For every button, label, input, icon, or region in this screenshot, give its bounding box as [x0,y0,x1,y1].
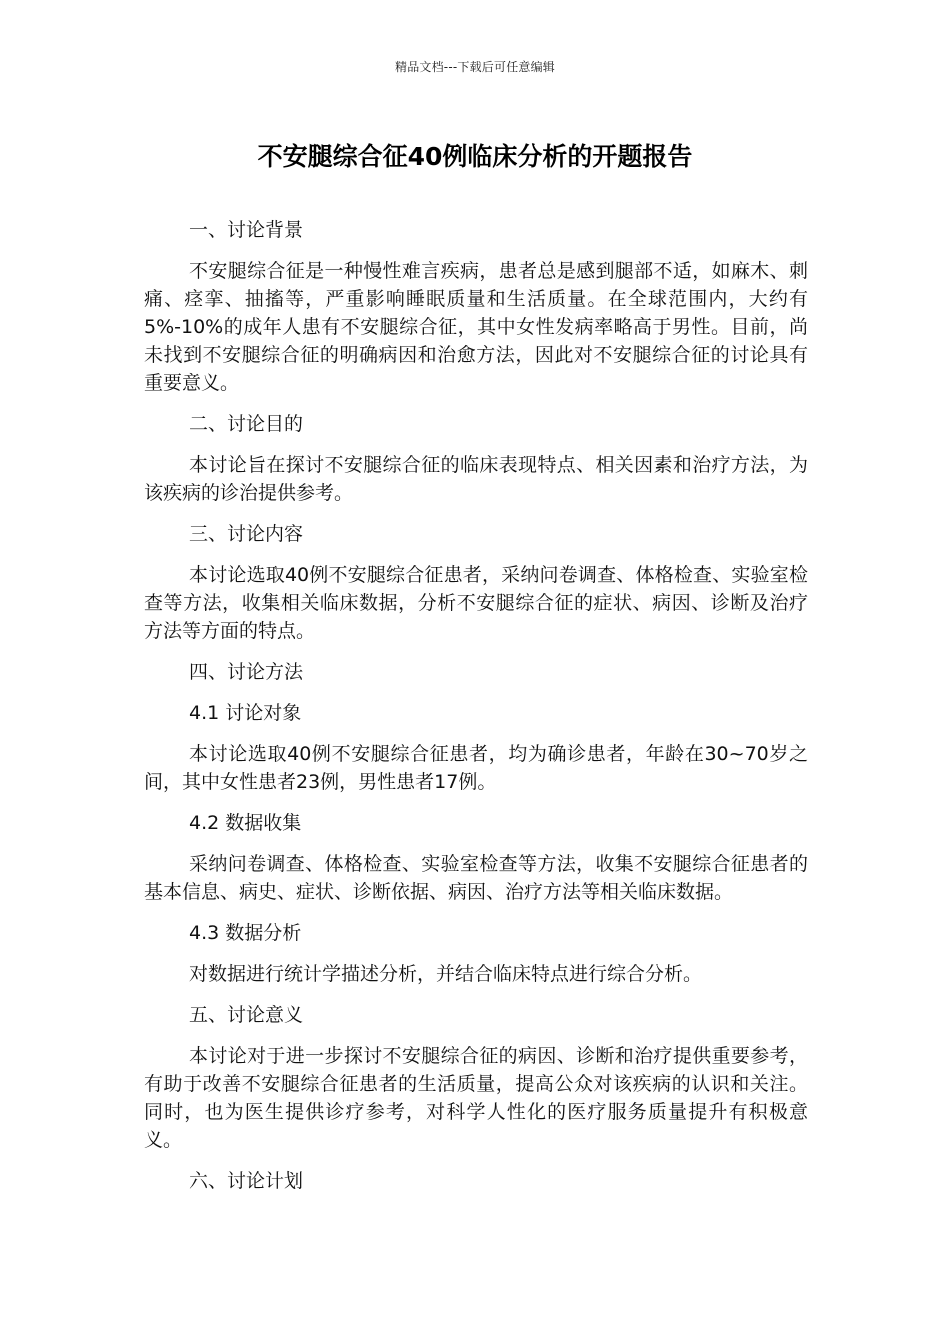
section-heading-background: 一、讨论背景 [189,219,304,241]
section-heading-content: 三、讨论内容 [189,523,304,545]
section-heading-methods: 四、讨论方法 [189,661,304,683]
paragraph-purpose: 本讨论旨在探讨不安腿综合征的临床表现特点、相关因素和治疗方法，为该疾病的诊治提供参考。 [144,454,808,504]
paragraph-data-collection: 采纳问卷调查、体格检查、实验室检查等方法，收集不安腿综合征患者的基本信息、病史、症状、诊断依据、病因、治疗方法等相关临床数据。 [144,853,808,903]
subsection-heading-subjects: 4.1 讨论对象 [189,702,302,724]
document-body [144,216,808,1208]
paragraph-background: 不安腿综合征是一种慢性难言疾病，患者总是感到腿部不适，如麻木、刺痛、痉挛、抽搐等，严重影响睡眠质量和生活质量。在全球范围内，大约有5%-10%的成年人患有不安腿综合征，其中女性发病率略高于男性。目前，尚未找到不安腿综合征的明确病因和治愈方法，因此对不安腿综合征的讨论具有重要意义。 [144,260,808,394]
section-heading-purpose: 二、讨论目的 [189,413,304,435]
paragraph-subjects: 本讨论选取40例不安腿综合征患者，均为确诊患者，年龄在30~70岁之间，其中女性患者23例，男性患者17例。 [144,743,808,793]
subsection-heading-data-analysis: 4.3 数据分析 [189,922,302,944]
paragraph-significance: 本讨论对于进一步探讨不安腿综合征的病因、诊断和治疗提供重要参考，有助于改善不安腿综合征患者的生活质量，提高公众对该疾病的认识和关注。同时，也为医生提供诊疗参考，对科学人性化的医疗服务质量提升有积极意义。 [144,1045,808,1151]
subsection-heading-data-collection: 4.2 数据收集 [189,812,302,834]
section-heading-significance: 五、讨论意义 [189,1004,304,1026]
section-heading-plan: 六、讨论计划 [189,1170,304,1192]
paragraph-data-analysis: 对数据进行统计学描述分析，并结合临床特点进行综合分析。 [189,963,703,985]
paragraph-content: 本讨论选取40例不安腿综合征患者，采纳问卷调查、体格检查、实验室检查等方法，收集相关临床数据，分析不安腿综合征的症状、病因、诊断及治疗方法等方面的特点。 [144,564,808,642]
document-title: 不安腿综合征40例临床分析的开题报告 [257,142,693,171]
header-note: 精品文档---下载后可任意编辑 [395,60,555,74]
